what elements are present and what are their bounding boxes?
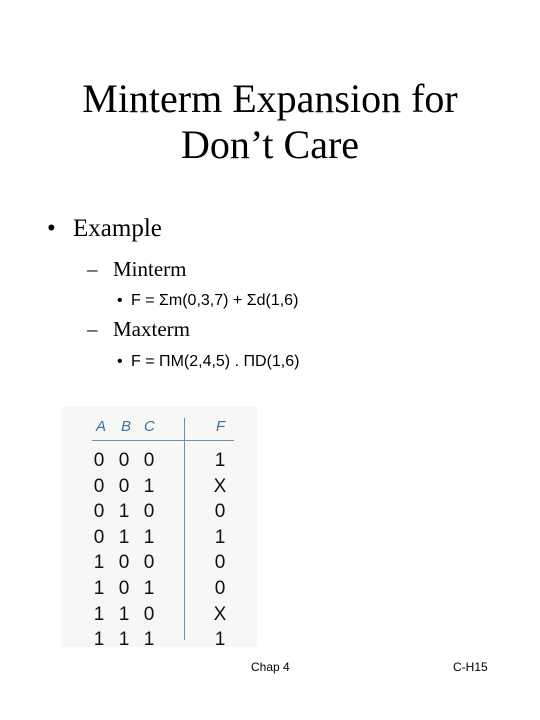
slide-title: [0, 76, 540, 168]
truth-table-cell: 1: [214, 629, 226, 651]
truth-table-cell: 0: [93, 526, 105, 548]
truth-table-cell: 0: [118, 475, 130, 497]
truth-table-cell: X: [213, 475, 227, 497]
bullet-example: [47, 214, 162, 244]
truth-table-cell: 0: [143, 603, 155, 625]
truth-table-header-c: C: [144, 418, 155, 435]
dash-mark: –: [87, 317, 98, 341]
truth-table-cell: 1: [118, 526, 130, 548]
truth-table-cell: 1: [118, 603, 130, 625]
bullet-dot: •: [47, 215, 56, 242]
maxterm-label: Maxterm: [113, 317, 190, 341]
truth-table-cell: 0: [214, 578, 226, 599]
dash-mark: –: [87, 257, 98, 281]
truth-table-cell: 0: [93, 501, 105, 523]
truth-table-cell: 1: [93, 552, 105, 574]
truth-table-cell: 1: [118, 501, 130, 523]
truth-table-cell: 0: [214, 501, 226, 523]
truth-table-header-a: A: [96, 418, 107, 435]
truth-table-cell: 0: [143, 552, 155, 574]
truth-table-cell: 0: [93, 475, 105, 497]
sub-bullet-dot: •: [117, 292, 123, 309]
truth-table-cell: 1: [214, 526, 226, 548]
truth-table-cell: 1: [214, 450, 226, 471]
title-line-1: Minterm Expansion for: [82, 76, 458, 121]
title-line-2: Don’t Care: [180, 122, 360, 167]
truth-table-cell: 1: [143, 475, 155, 497]
truth-table-cell: 0: [143, 450, 155, 471]
truth-table-cell: 1: [93, 629, 105, 651]
maxterm-formula: F = ΠM(2,4,5) . ΠD(1,6): [131, 353, 300, 370]
truth-table-cell: 1: [143, 578, 155, 599]
sub-bullet-dot: •: [117, 353, 123, 370]
truth-table-cell: 1: [143, 629, 155, 651]
truth-table-header-f: F: [216, 418, 226, 435]
truth-table-header-b: B: [121, 418, 132, 435]
bullet-example-text: Example: [73, 215, 162, 242]
truth-table-cell: 0: [214, 552, 226, 574]
truth-table-cell: 0: [93, 450, 105, 471]
footer-page: C-H15: [453, 660, 488, 674]
truth-table-header-rule: [92, 440, 234, 441]
maxterm-formula-item: [117, 352, 299, 372]
dash-maxterm: [87, 316, 190, 342]
truth-table-cell: 0: [118, 450, 130, 471]
minterm-label: Minterm: [113, 257, 187, 281]
truth-table-cell: 0: [118, 552, 130, 574]
footer-chapter: Chap 4: [251, 660, 290, 674]
truth-table-cell: 1: [143, 526, 155, 548]
truth-table-cell: 0: [118, 578, 130, 599]
truth-table-cell: X: [213, 603, 227, 625]
truth-table-cell: 1: [93, 603, 105, 625]
dash-minterm: [87, 256, 187, 282]
minterm-formula-item: [117, 291, 298, 311]
truth-table-cell: 0: [143, 501, 155, 523]
truth-table-cell: 1: [93, 578, 105, 599]
truth-table-divider: [184, 418, 185, 640]
truth-table-cell: 1: [118, 629, 130, 651]
minterm-formula: F = Σm(0,3,7) + Σd(1,6): [131, 292, 299, 309]
